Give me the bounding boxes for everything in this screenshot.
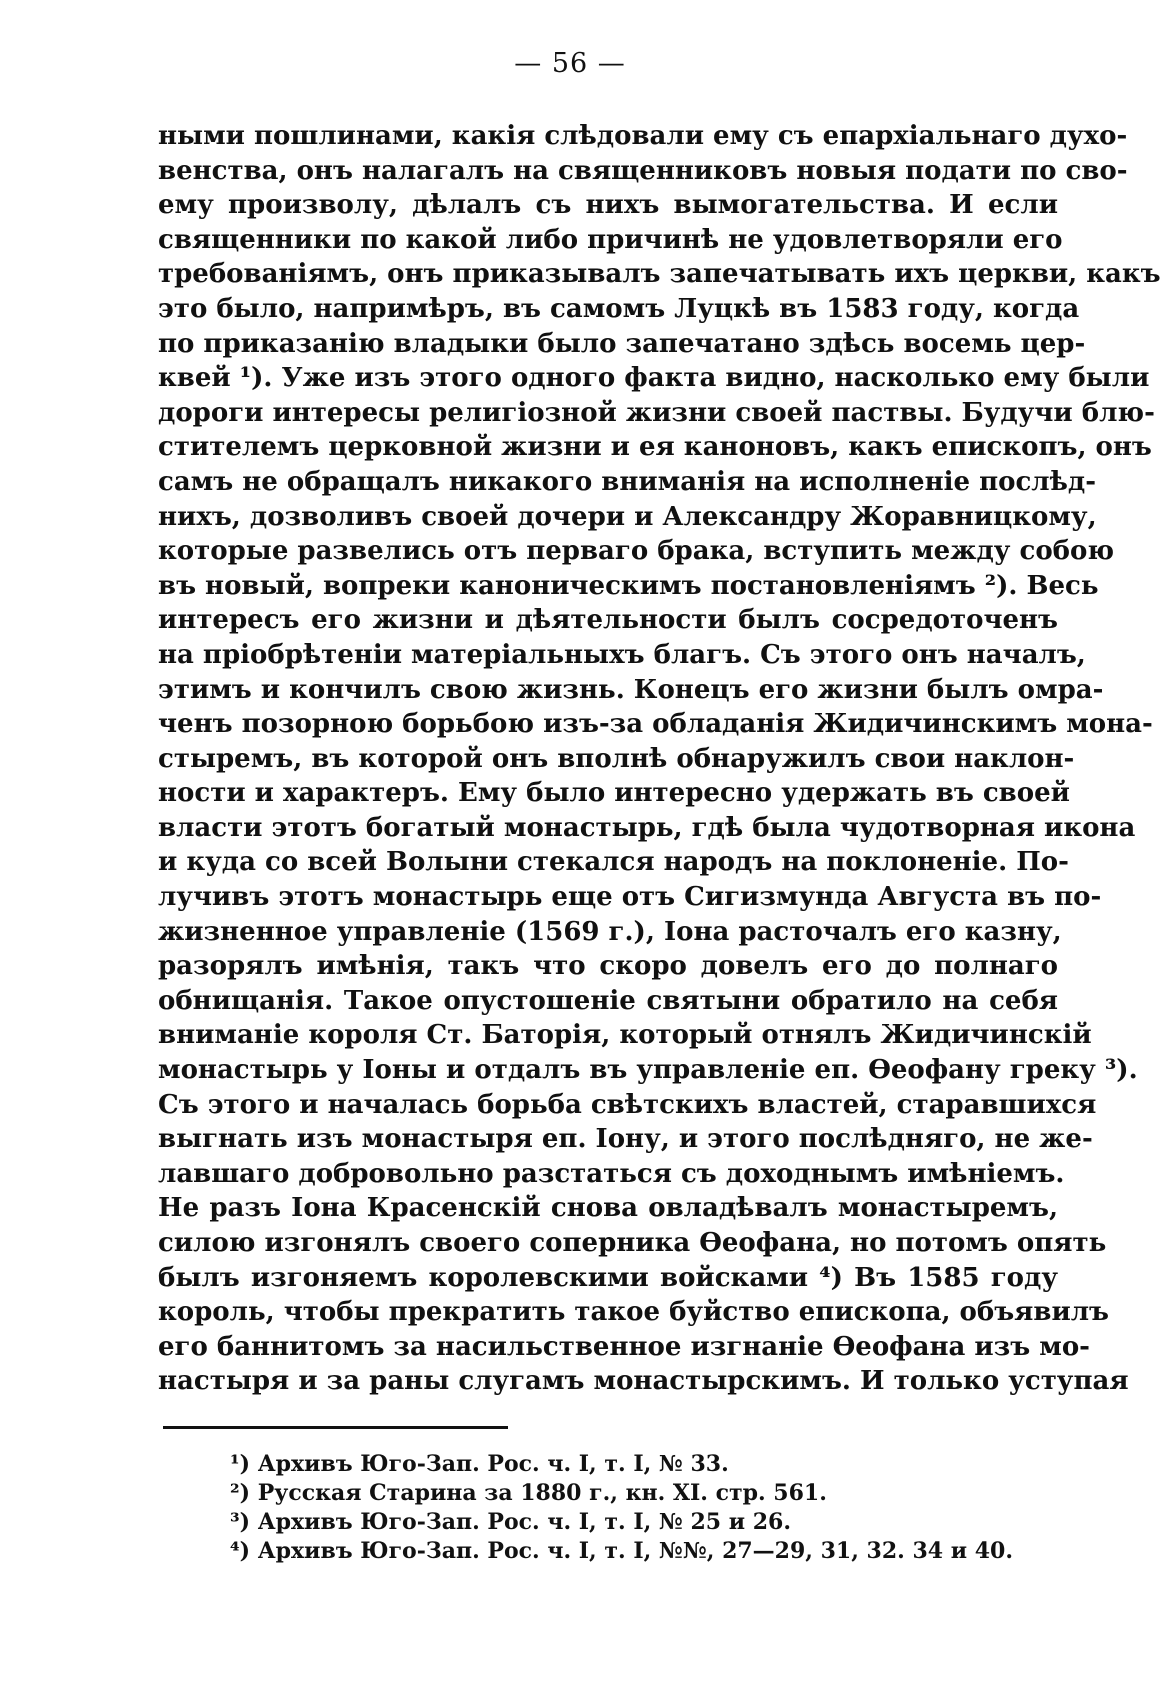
body-line: Съ этого и началась борьба свѣтскихъ властей, старавшихся <box>158 1089 1097 1120</box>
body-line: силою изгонялъ своего соперника Ѳеофана, но потомъ опять <box>158 1228 1107 1258</box>
body-line: выгнать изъ монастыря еп. Іону, и этого послѣдняго, не же- <box>158 1124 1093 1155</box>
body-line: нихъ, дозволивъ своей дочери и Александру Жоравницкому, <box>158 501 1097 532</box>
body-line: власти этотъ богатый монастырь, гдѣ была чудотворная икона <box>158 812 1136 843</box>
footnote-item: ³) Архивъ Юго-Зап. Рос. ч. I, т. I, № 25 и 26. <box>230 1509 792 1535</box>
body-line: ченъ позорною борьбою изъ-за обладанія Жидичинскимъ мона- <box>158 709 1153 740</box>
body-line: венства, онъ налагалъ на священниковъ новыя подати по сво- <box>158 155 1128 186</box>
body-line: на пріобрѣтеніи матеріальныхъ благъ. Съ этого онъ началъ, <box>158 639 1086 670</box>
footnote-divider <box>163 1426 508 1429</box>
body-line: монастырь у Іоны и отдалъ въ управленіе еп. Ѳеофану греку ³). <box>158 1055 1138 1086</box>
body-line: ными пошлинами, какія слѣдовали ему съ епархіальнаго духо- <box>158 121 1128 151</box>
body-line: ности и характеръ. Ему было интересно удержать въ своей <box>158 778 1070 809</box>
body-line: самъ не обращалъ никакого вниманія на исполненіе послѣд- <box>158 466 1097 497</box>
body-line: квей ¹). Уже изъ этого одного факта видно, насколько ему были <box>158 363 1150 394</box>
body-line: въ новый, вопреки каноническимъ постановленіямъ ²). Весь <box>158 570 1099 601</box>
body-line: лучивъ этотъ монастырь еще отъ Сигизмунда Августа въ по- <box>158 882 1102 913</box>
body-line: обнищанія. Такое опустошеніе святыни обратило на себя <box>158 985 1058 1016</box>
body-line: вниманіе короля Ст. Баторія, который отнялъ Жидичинскій <box>158 1020 1092 1051</box>
body-line: требованіямъ, онъ приказывалъ запечатывать ихъ церкви, какъ <box>158 259 1161 290</box>
footnote-item: ²) Русская Старина за 1880 г., кн. XI. стр. 561. <box>230 1480 827 1506</box>
body-line: которые развелись отъ перваго брака, вступить между собою <box>158 536 1115 567</box>
page-number: — 56 — <box>514 48 626 79</box>
body-line: разорялъ имѣнія, такъ что скоро довелъ его до полнаго <box>158 951 1058 982</box>
body-line: и куда со всей Волыни стекался народъ на поклоненіе. По- <box>158 847 1069 878</box>
body-line: стыремъ, въ которой онъ вполнѣ обнаружилъ свои наклон- <box>158 743 1075 774</box>
body-line: священники по какой либо причинѣ не удовлетворяли его <box>158 224 1063 255</box>
body-line: жизненное управленіе (1569 г.), Іона расточалъ его казну, <box>158 916 1062 947</box>
body-line: настыря и за раны слугамъ монастырскимъ. И только уступая <box>158 1366 1129 1397</box>
body-line: король, чтобы прекратить такое буйство епископа, объявилъ <box>158 1297 1110 1328</box>
body-line: по приказанію владыки было запечатано здѣсь восемь цер- <box>158 328 1086 359</box>
body-line: этимъ и кончилъ свою жизнь. Конецъ его жизни былъ омра- <box>158 674 1104 705</box>
footnote-item: ⁴) Архивъ Юго-Зап. Рос. ч. I, т. I, №№, 27—29, 31, 32. 34 и 40. <box>230 1538 1014 1564</box>
body-line: дороги интересы религіозной жизни своей паствы. Будучи блю- <box>158 397 1155 428</box>
footnote-item: ¹) Архивъ Юго-Зап. Рос. ч. I, т. I, № 33. <box>230 1451 729 1477</box>
body-line: интересъ его жизни и дѣятельности былъ сосредоточенъ <box>158 605 1058 636</box>
body-line: ему произволу, дѣлалъ съ нихъ вымогательства. И если <box>158 190 1058 221</box>
body-line: это было, напримѣръ, въ самомъ Луцкѣ въ 1583 году, когда <box>158 293 1080 324</box>
body-line: лавшаго добровольно разстаться съ доходнымъ имѣніемъ. <box>158 1158 1065 1189</box>
body-line: былъ изгоняемъ королевскими войсками ⁴) Въ 1585 году <box>158 1262 1058 1293</box>
body-text <box>158 119 1161 1399</box>
footnotes-list <box>230 1450 1060 1566</box>
body-line: стителемъ церковной жизни и ея каноновъ, какъ епископъ, онъ <box>158 432 1152 463</box>
body-line: Не разъ Іона Красенскій снова овладѣвалъ монастыремъ, <box>158 1193 1058 1224</box>
body-line: его баннитомъ за насильственное изгнаніе Ѳеофана изъ мо- <box>158 1331 1090 1362</box>
